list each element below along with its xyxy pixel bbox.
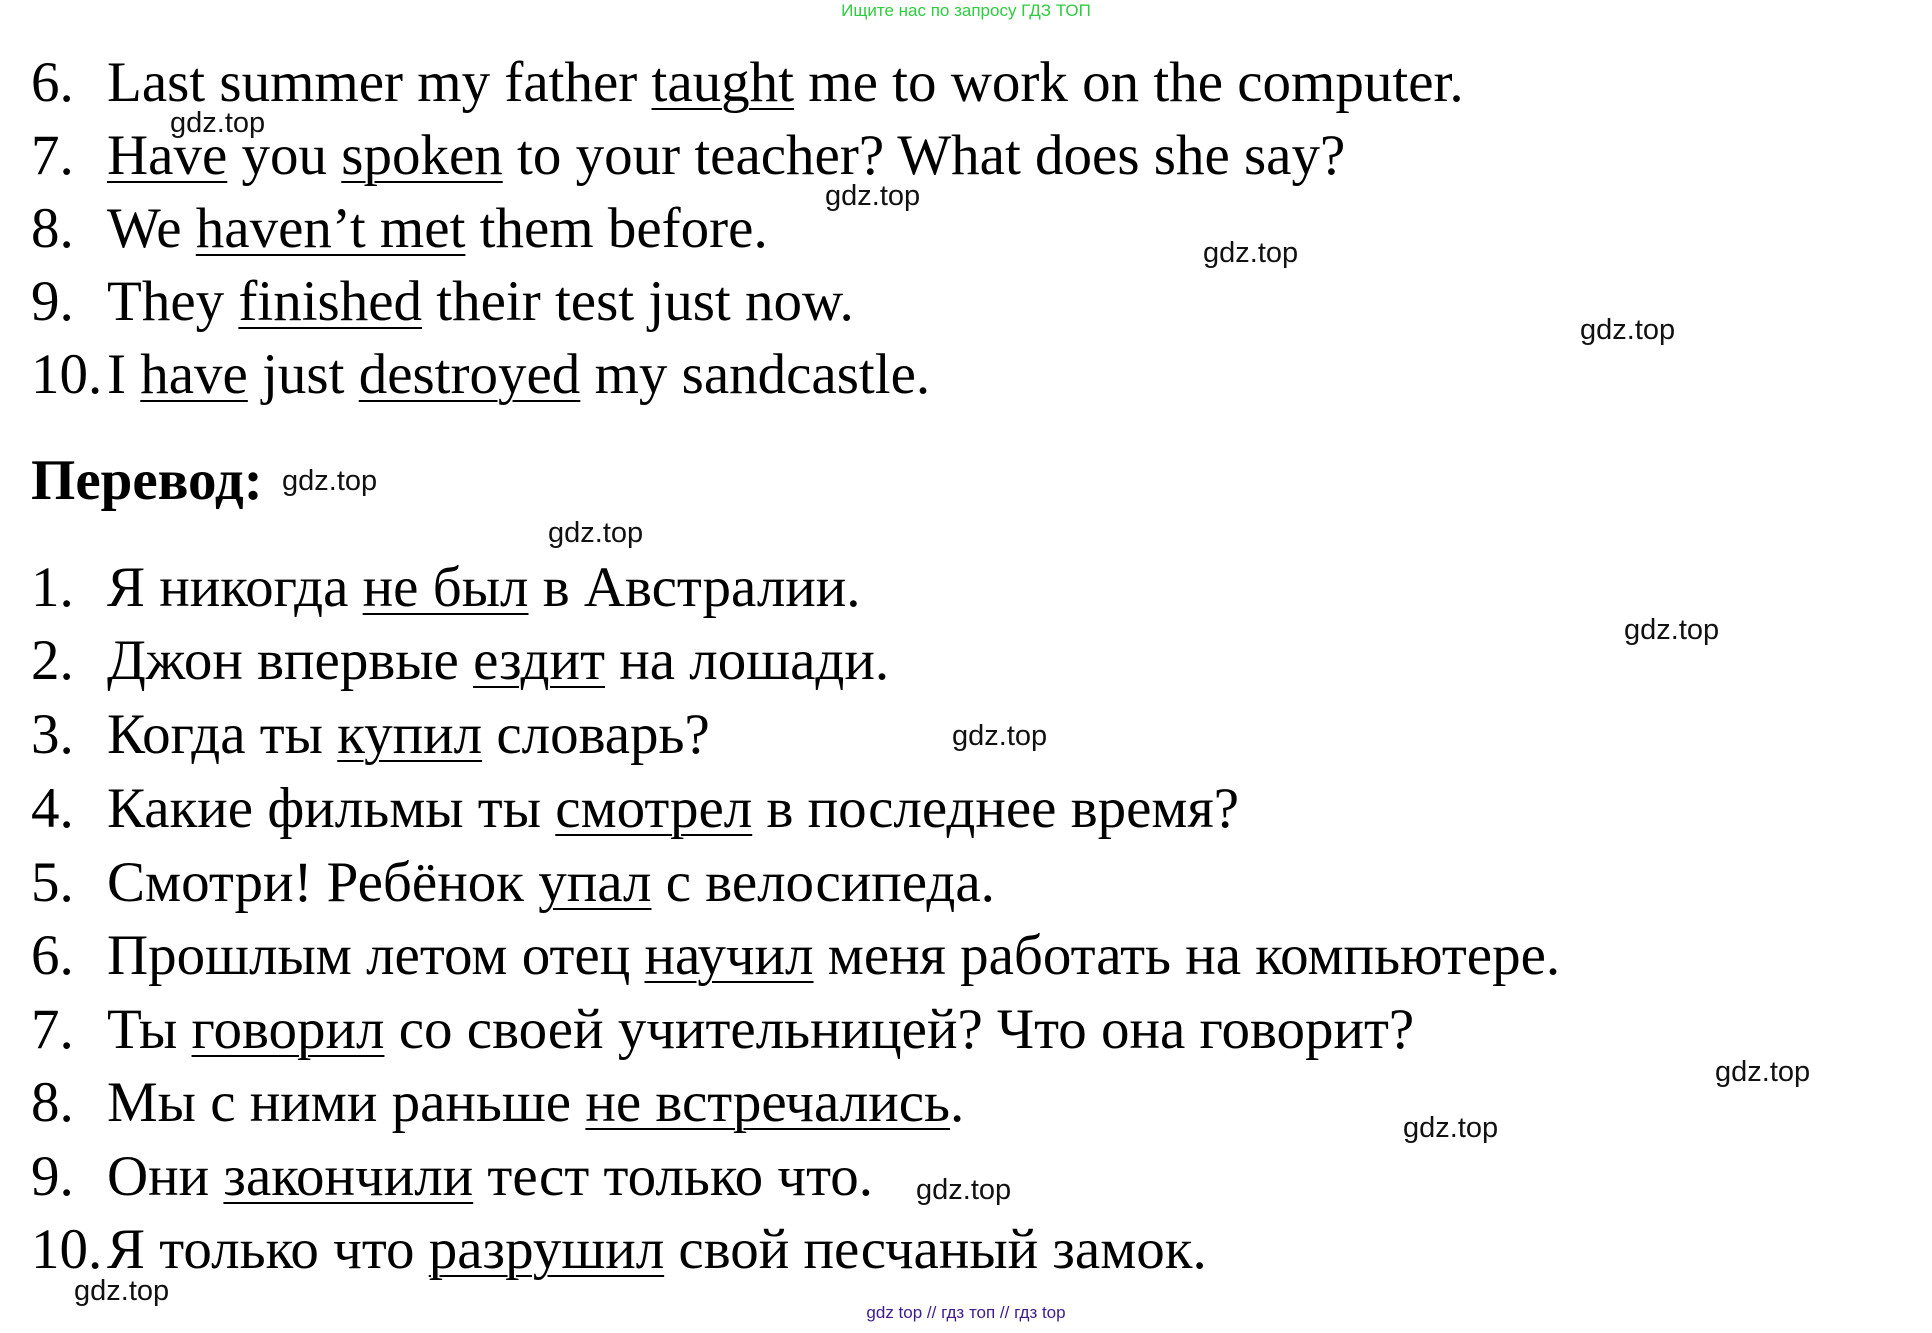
sentence-text: their test just now. bbox=[422, 270, 854, 333]
sentence-text: just bbox=[247, 343, 359, 406]
underlined-verb: научил bbox=[644, 924, 814, 987]
underlined-verb: разрушил bbox=[428, 1218, 665, 1281]
sentence-text: Last summer my father bbox=[107, 51, 652, 114]
underlined-verb: упал bbox=[538, 851, 652, 914]
underlined-verb: spoken bbox=[341, 124, 503, 187]
underlined-verb: закончили bbox=[223, 1145, 474, 1208]
item-number: 1. bbox=[31, 556, 74, 619]
header-note: Ищите нас по запросу ГДЗ ТОП bbox=[841, 1, 1091, 20]
sentence-text: свой песчаный замок. bbox=[664, 1218, 1207, 1281]
underlined-verb: купил bbox=[337, 703, 483, 766]
sentence-text: Прошлым летом отец bbox=[107, 924, 645, 987]
sentence-text: Ты bbox=[107, 998, 192, 1061]
watermark-text: gdz.top bbox=[1715, 1056, 1811, 1088]
watermark-text: gdz.top bbox=[1580, 314, 1676, 346]
russian-sentence-7 bbox=[31, 998, 1414, 1062]
item-number: 2. bbox=[31, 629, 74, 692]
watermark-text: gdz.top bbox=[1624, 614, 1720, 646]
sentence-text: тест только что. bbox=[473, 1145, 873, 1208]
sentence-text: me to work on the computer. bbox=[794, 51, 1464, 114]
sentence-text: We bbox=[107, 197, 196, 260]
footer-note: gdz top // гдз топ // гдз top bbox=[866, 1303, 1066, 1322]
sentence-text: Когда ты bbox=[107, 703, 338, 766]
item-number: 7. bbox=[31, 998, 74, 1061]
item-number: 7. bbox=[31, 124, 74, 187]
underlined-verb: haven’t met bbox=[195, 197, 466, 260]
underlined-verb: смотрел bbox=[555, 777, 753, 840]
sentence-text: I bbox=[107, 343, 141, 406]
sentence-text: Я никогда bbox=[107, 556, 363, 619]
english-sentence-9 bbox=[31, 270, 854, 334]
sentence-text: to your teacher? What does she say? bbox=[502, 124, 1346, 187]
russian-sentence-6 bbox=[31, 924, 1560, 988]
item-number: 3. bbox=[31, 703, 74, 766]
item-number: 10. bbox=[31, 343, 103, 406]
russian-sentence-8 bbox=[31, 1071, 964, 1135]
item-number: 6. bbox=[31, 924, 74, 987]
watermark-text: gdz.top bbox=[74, 1275, 170, 1307]
item-number: 4. bbox=[31, 777, 74, 840]
english-sentence-10 bbox=[31, 343, 930, 407]
item-number: 6. bbox=[31, 51, 74, 114]
sentence-text: Смотри! Ребёнок bbox=[107, 851, 539, 914]
sentence-text: They bbox=[107, 270, 239, 333]
watermark-text: gdz.top bbox=[952, 720, 1048, 752]
watermark-text: gdz.top bbox=[282, 465, 378, 497]
watermark-text: gdz.top bbox=[916, 1174, 1012, 1206]
sentence-text: them before. bbox=[465, 197, 768, 260]
sentence-text: Я только что bbox=[107, 1218, 429, 1281]
underlined-verb: Have bbox=[107, 124, 228, 187]
watermark-text: gdz.top bbox=[1203, 237, 1299, 269]
sentence-text: словарь? bbox=[482, 703, 710, 766]
russian-sentence-5 bbox=[31, 851, 995, 915]
sentence-text: в последнее время? bbox=[752, 777, 1240, 840]
underlined-verb: destroyed bbox=[358, 343, 581, 406]
sentence-text: Джон впервые bbox=[107, 629, 474, 692]
russian-sentence-1 bbox=[31, 556, 861, 620]
underlined-verb: taught bbox=[651, 51, 794, 114]
item-number: 9. bbox=[31, 1145, 74, 1208]
underlined-verb: не был bbox=[362, 556, 529, 619]
sentence-text: Они bbox=[107, 1145, 224, 1208]
watermark-text: gdz.top bbox=[548, 517, 644, 549]
item-number: 10. bbox=[31, 1218, 103, 1281]
item-number: 8. bbox=[31, 1071, 74, 1134]
russian-sentence-3 bbox=[31, 703, 710, 767]
item-number: 5. bbox=[31, 851, 74, 914]
underlined-verb: have bbox=[140, 343, 248, 406]
sentence-text: со своей учительницей? Что она говорит? bbox=[384, 998, 1415, 1061]
sentence-text: меня работать на компьютере. bbox=[813, 924, 1561, 987]
english-sentence-8 bbox=[31, 197, 768, 261]
underlined-verb: говорил bbox=[191, 998, 385, 1061]
sentence-text: . bbox=[950, 1071, 965, 1134]
watermark-text: gdz.top bbox=[1403, 1112, 1499, 1144]
sentence-text: Мы с ними раньше bbox=[107, 1071, 586, 1134]
watermark-text: gdz.top bbox=[170, 107, 266, 139]
underlined-verb: finished bbox=[238, 270, 423, 333]
russian-sentence-2 bbox=[31, 629, 889, 693]
underlined-verb: не встречались bbox=[585, 1071, 950, 1134]
sentence-text: my sandcastle. bbox=[580, 343, 931, 406]
sentence-text: you bbox=[227, 124, 342, 187]
sentence-text: на лошади. bbox=[604, 629, 890, 692]
russian-sentence-4 bbox=[31, 777, 1239, 841]
translation-heading: Перевод: bbox=[31, 449, 263, 512]
sentence-text: с велосипеда. bbox=[651, 851, 995, 914]
russian-sentence-10 bbox=[31, 1218, 1207, 1282]
watermark-text: gdz.top bbox=[825, 180, 921, 212]
russian-sentence-9 bbox=[31, 1145, 873, 1209]
sentence-text: в Австралии. bbox=[528, 556, 861, 619]
underlined-verb: ездит bbox=[473, 629, 605, 692]
sentence-text: Какие фильмы ты bbox=[107, 777, 556, 840]
item-number: 8. bbox=[31, 197, 74, 260]
item-number: 9. bbox=[31, 270, 74, 333]
